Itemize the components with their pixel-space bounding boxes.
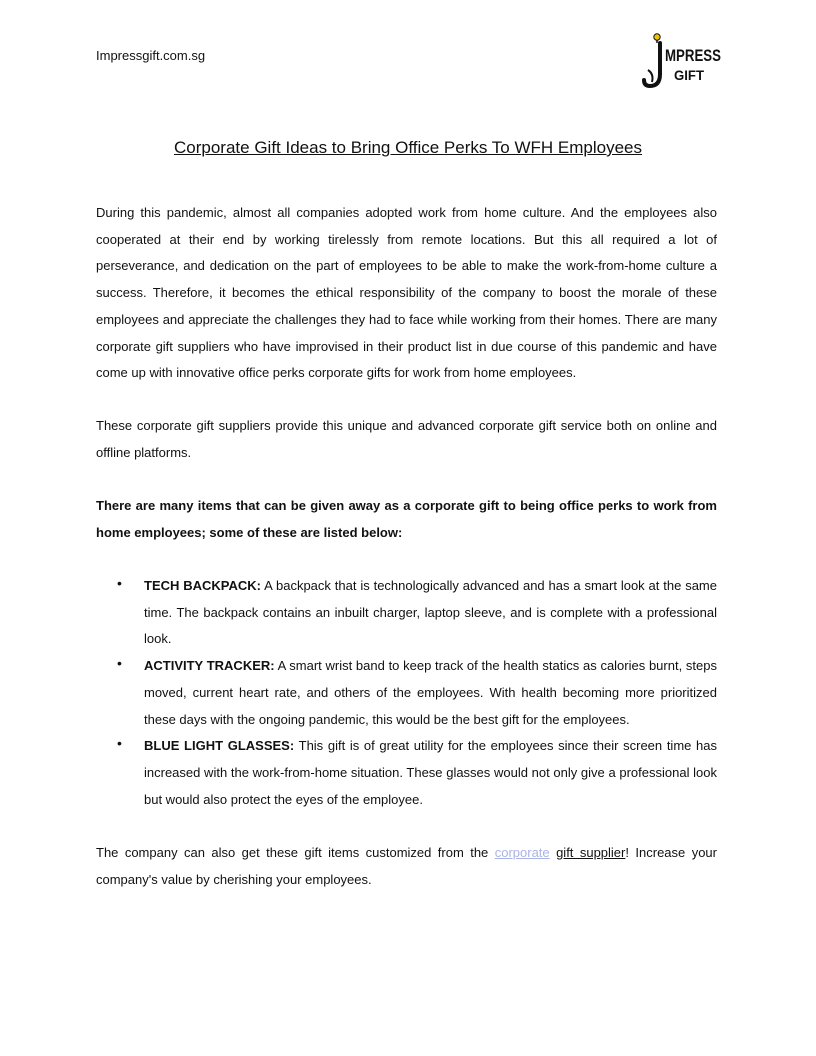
gift-list <box>96 573 717 813</box>
list-item-text: This gift is of great utility for the employees since their screen time has increased with the work-from-home situation. These glasses would not only give a professional look but would also protect the eyes of the employee. <box>144 738 718 807</box>
list-item <box>96 573 717 653</box>
paragraph-closing <box>96 840 717 893</box>
bullet-icon: • <box>117 735 122 752</box>
list-item <box>96 733 717 813</box>
paragraph-intro-text: During this pandemic, almost all companies adopted work from home culture. And the employees also cooperated at their end by working tirelessly from remote locations. But this all required a lot of perseverance, and dedication on the part of employees to be able to make the work-from-home culture a success. Therefore, it becomes the ethical responsibility of the company to boost the morale of these employees and appreciate the challenges they had to face while working from their homes. There are many corporate gift suppliers who have improvised in their product list in due course of this pandemic and have come up with innovative office perks corporate gifts for work from home employees. <box>96 205 717 381</box>
header-site-name: Impressgift.com.sg <box>96 48 206 63</box>
list-item-text: A smart wrist band to keep track of the health statics as calories burnt, steps moved, current heart rate, and others of the employees. With health becoming more prioritized these days with the ongoing pandemic, this would be the best gift for the employees. <box>144 658 717 727</box>
logo-line1: MPRESS <box>665 46 721 65</box>
closing-text-after: ! Increase your company's value by cherishing your employees. <box>96 845 717 887</box>
list-item <box>96 653 717 733</box>
paragraph-list-intro-text: There are many items that can be given away as a corporate gift to being office perks to work from home employees; some of these are listed below: <box>96 498 717 540</box>
page-title: Corporate Gift Ideas to Bring Office Perks To WFH Employees <box>174 138 642 157</box>
bullet-icon: • <box>117 655 122 672</box>
list-item-term: TECH BACKPACK: <box>144 578 262 593</box>
paragraph-closing-text <box>96 840 717 893</box>
bullet-icon: • <box>117 575 122 591</box>
paragraph-list-intro <box>96 493 717 546</box>
impress-gift-logo <box>640 30 724 90</box>
paragraph-suppliers-text: These corporate gift suppliers provide this unique and advanced corporate gift service both on online and offline platforms. <box>96 418 717 460</box>
paragraph-intro <box>96 200 717 387</box>
corporate-link[interactable]: corporate <box>494 845 550 860</box>
list-item-term: ACTIVITY TRACKER: <box>144 658 275 674</box>
paragraph-suppliers <box>96 413 717 466</box>
closing-text-before: The company can also get these gift items customized from the <box>96 845 495 860</box>
list-item-term: BLUE LIGHT GLASSES: <box>144 738 295 754</box>
impress-gift-logo-icon <box>640 30 724 90</box>
gift-supplier-link[interactable]: gift supplier <box>556 845 626 860</box>
list-item-text: A backpack that is technologically advanced and has a smart look at the same time. The backpack contains an inbuilt charger, laptop sleeve, and is complete with a professional look. <box>144 578 717 647</box>
logo-line2: GIFT <box>674 67 705 83</box>
